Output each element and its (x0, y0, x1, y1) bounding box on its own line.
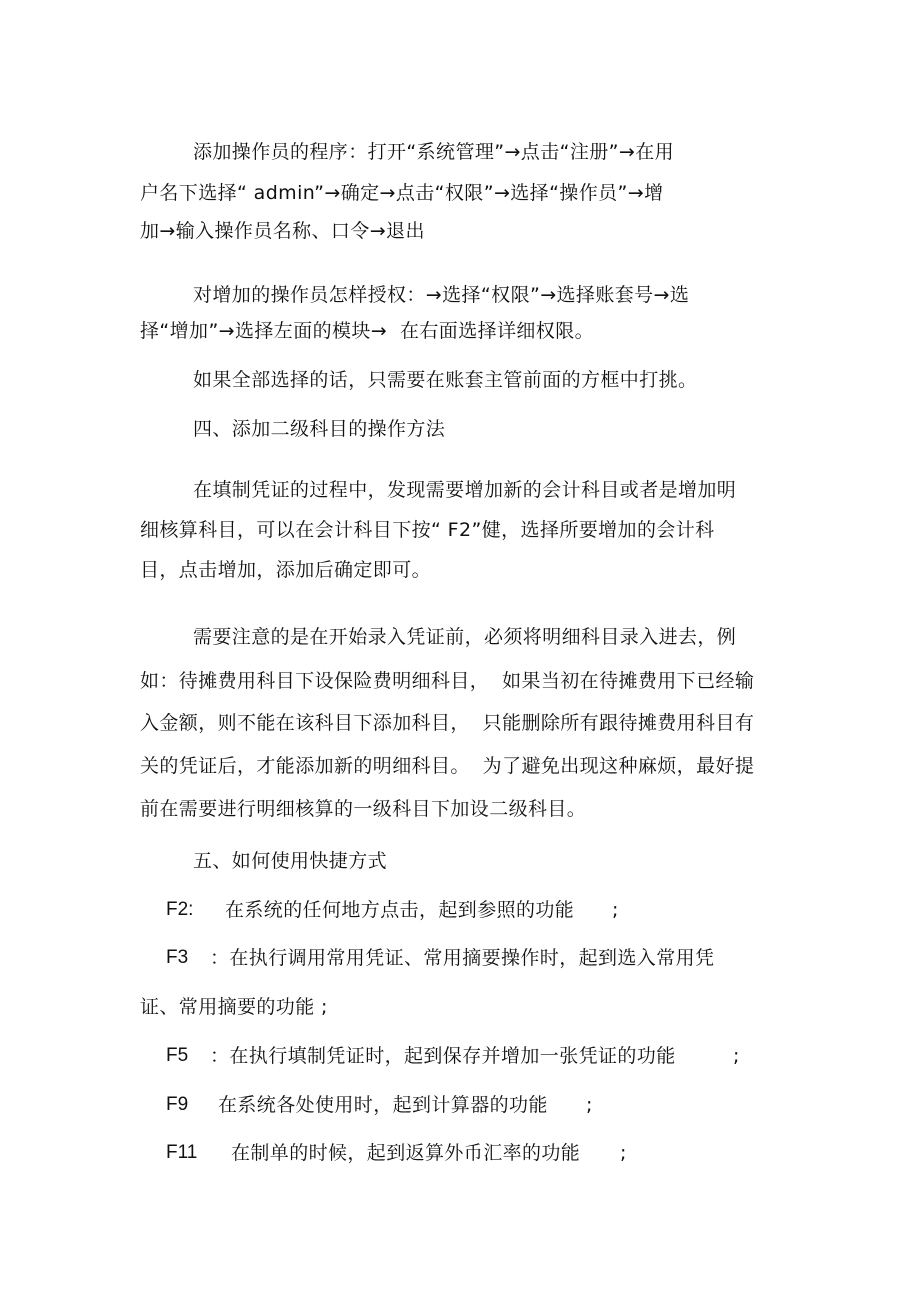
paragraph-line: 细核算科目，可以在会计科目下按“ F2”健，选择所要增加的会计科 (140, 519, 715, 541)
shortcut-end: ; (586, 1094, 593, 1116)
shortcut-key: F2: (166, 899, 194, 920)
shortcut-end: ; (612, 899, 619, 921)
paragraph-line: 对增加的操作员怎样授权：→选择“权限”→选择账套号→选 (193, 284, 690, 306)
paragraph-line: 入金额，则不能在该科目下添加科目， 只能删除所有跟待摊费用科目有 (140, 712, 755, 734)
paragraph-line: 择“增加”→选择左面的模块→ 在右面选择详细权限。 (140, 320, 595, 342)
shortcut-desc: 证、常用摘要的功能 ; (140, 996, 328, 1018)
shortcut-end: ; (620, 1142, 627, 1164)
shortcut-desc: ：在执行调用常用凭证、常用摘要操作时，起到选入常用凭 (210, 947, 715, 969)
paragraph-line: 在填制凭证的过程中，发现需要增加新的会计科目或者是增加明 (193, 479, 737, 501)
shortcut-key: F3 (166, 947, 189, 968)
paragraph-line: 加→输入操作员名称、口令→退出 (140, 220, 425, 242)
shortcut-desc: 在系统的任何地方点击，起到参照的功能 (225, 899, 575, 921)
section-heading: 四、添加二级科目的操作方法 (193, 418, 446, 440)
paragraph-line: 户名下选择“ admin”→确定→点击“权限”→选择“操作员”→增 (140, 182, 664, 204)
paragraph-line: 如果全部选择的话，只需要在账套主管前面的方框中打挑。 (193, 369, 698, 391)
shortcut-key: F5 (166, 1045, 189, 1066)
paragraph-line: 添加操作员的程序：打开“系统管理”→点击“注册”→在用 (193, 141, 675, 163)
paragraph-line: 目，点击增加，添加后确定即可。 (140, 559, 432, 581)
shortcut-desc: ：在执行填制凭证时，起到保存并增加一张凭证的功能 (210, 1045, 676, 1067)
shortcut-key: F11 (166, 1142, 198, 1163)
paragraph-line: 需要注意的是在开始录入凭证前，必须将明细科目录入进去，例 (193, 626, 737, 648)
shortcut-key: F9 (166, 1094, 189, 1115)
section-heading: 五、如何使用快捷方式 (193, 850, 388, 872)
shortcut-end: ; (733, 1045, 740, 1067)
paragraph-line: 如：待摊费用科目下设保险费明细科目， 如果当初在待摊费用下已经输 (140, 670, 755, 692)
shortcut-desc: 在制单的时候，起到返算外币汇率的功能 (231, 1142, 581, 1164)
paragraph-line: 前在需要进行明细核算的一级科目下加设二级科目。 (140, 798, 587, 820)
paragraph-line: 关的凭证后，才能添加新的明细科目。 为了避免出现这种麻烦，最好提 (140, 755, 755, 777)
shortcut-desc: 在系统各处使用时，起到计算器的功能 (218, 1094, 548, 1116)
